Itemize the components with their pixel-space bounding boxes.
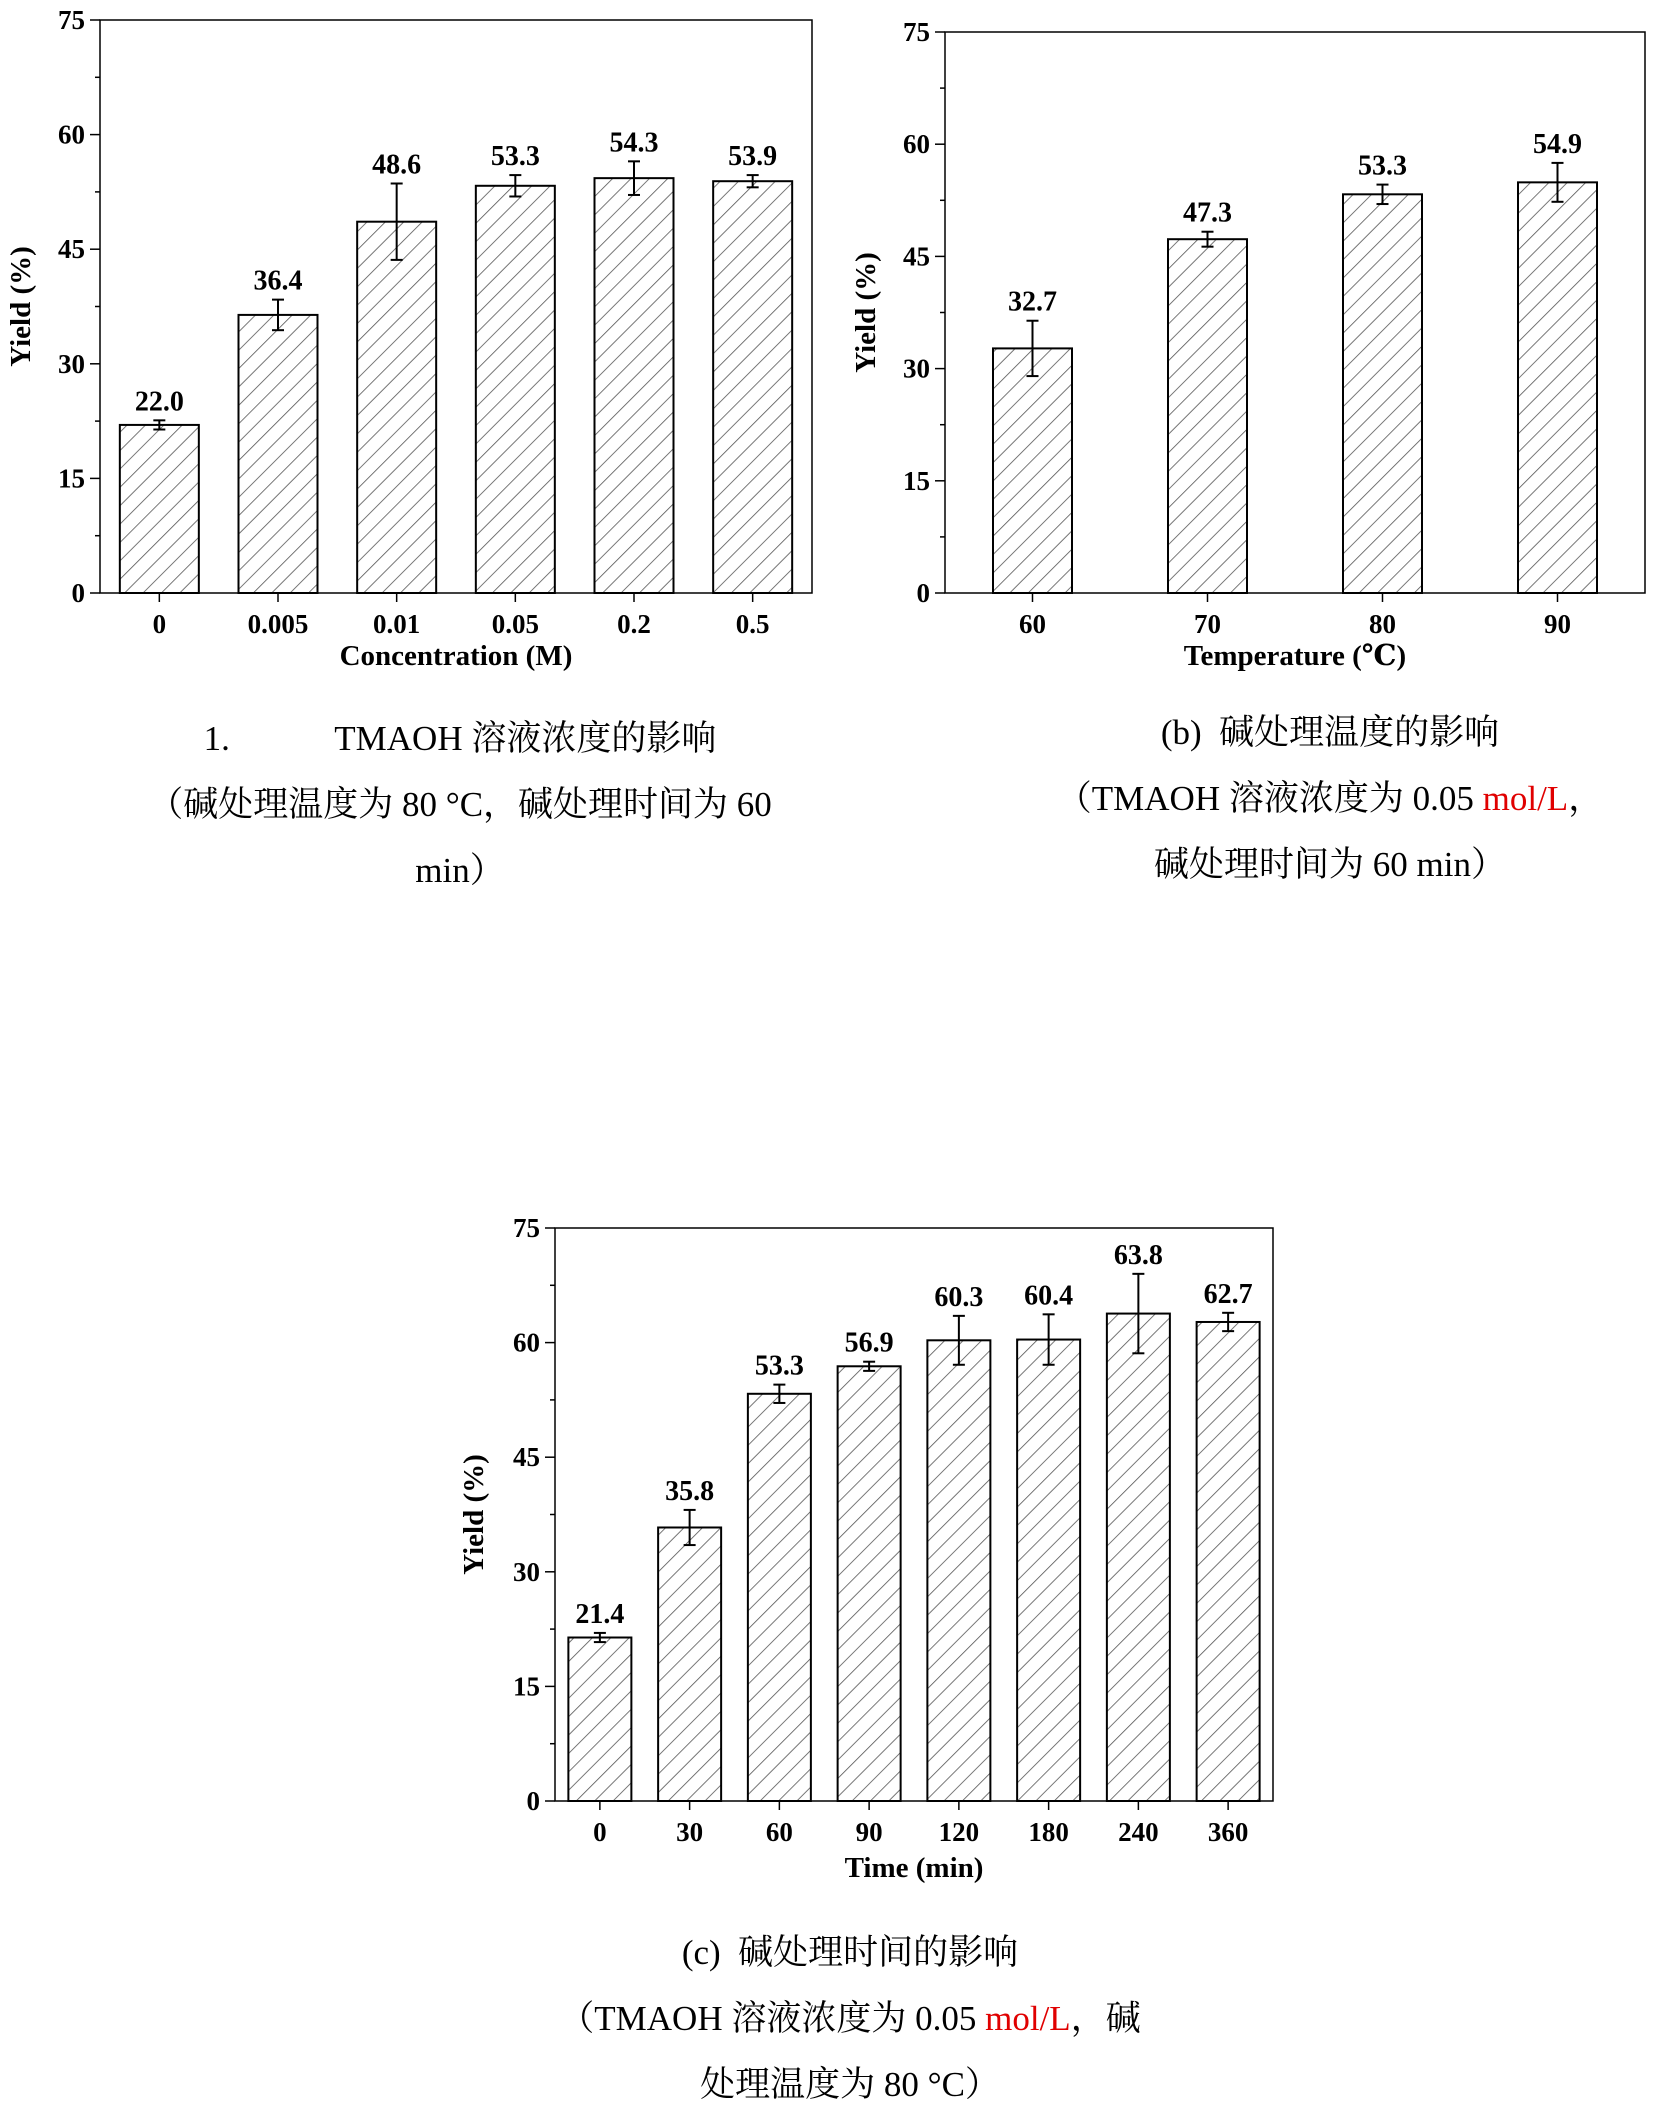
y-tick-label: 15 (903, 465, 930, 496)
caption-c-unit: mol/L (985, 1999, 1071, 2038)
caption-c-line2-post: ，碱 (1070, 1999, 1141, 2038)
data-label: 53.3 (754, 1350, 804, 1382)
caption-a (100, 706, 820, 904)
data-label: 35.8 (665, 1475, 715, 1507)
x-tick-label: 80 (1369, 609, 1396, 639)
caption-b-unit: mol/L (1482, 779, 1569, 818)
x-tick-label: 30 (676, 1817, 704, 1847)
bar (713, 181, 792, 593)
caption-c (460, 1920, 1240, 2118)
data-label: 54.3 (609, 127, 659, 159)
x-axis-label: Concentration (M) (339, 640, 573, 672)
y-tick-label: 60 (903, 129, 930, 160)
bar (1197, 1322, 1260, 1801)
bar (927, 1340, 990, 1801)
y-tick-label: 75 (513, 1213, 540, 1243)
data-label: 48.6 (372, 149, 422, 181)
chart-temperature (830, 0, 1655, 700)
bar (357, 222, 436, 593)
caption-b-line2-pre: （TMAOH 溶液浓度为 0.05 (1056, 779, 1483, 818)
y-tick-label: 15 (58, 463, 85, 494)
chart-concentration (0, 0, 830, 700)
y-tick-label: 30 (903, 353, 930, 384)
bar (993, 348, 1072, 593)
bar (658, 1527, 721, 1801)
data-label: 56.9 (844, 1327, 894, 1359)
data-label: 47.3 (1183, 197, 1232, 229)
caption-b-line2-post: ， (1568, 779, 1604, 818)
x-tick-label: 120 (938, 1817, 980, 1847)
y-tick-label: 30 (58, 348, 85, 379)
caption-a-line2: （碱处理温度为 80 °C，碱处理时间为 60 (148, 785, 772, 824)
bar (1343, 194, 1422, 593)
caption-c-line2-pre: （TMAOH 溶液浓度为 0.05 (559, 1999, 986, 2038)
y-axis-label: Yield (%) (458, 1454, 490, 1575)
bar (120, 425, 199, 593)
data-label: 63.8 (1113, 1239, 1163, 1271)
data-label: 60.3 (934, 1281, 984, 1313)
x-tick-label: 70 (1194, 609, 1221, 639)
caption-a-number: 1. (203, 719, 230, 758)
y-tick-label: 75 (58, 5, 85, 35)
y-tick-label: 30 (513, 1556, 540, 1587)
data-label: 53.3 (1358, 150, 1407, 182)
caption-b-line3: 碱处理时间为 60 min） (1154, 845, 1506, 884)
y-tick-label: 45 (513, 1442, 540, 1473)
x-axis-label: Time (min) (844, 1852, 984, 1884)
y-axis-label: Yield (%) (850, 252, 882, 373)
data-label: 21.4 (575, 1598, 625, 1630)
x-axis-label: Temperature (℃) (1183, 640, 1407, 672)
caption-c-line3: 处理温度为 80 °C） (700, 2065, 1000, 2104)
x-tick-label: 360 (1207, 1817, 1249, 1847)
data-label: 60.4 (1024, 1280, 1074, 1312)
y-axis-label: Yield (%) (5, 246, 37, 367)
x-tick-label: 90 (1544, 609, 1571, 639)
plot-frame (100, 20, 812, 593)
y-tick-label: 60 (513, 1327, 540, 1358)
y-tick-label: 15 (513, 1671, 540, 1702)
caption-c-title: (c) 碱处理时间的影响 (681, 1933, 1019, 1972)
bar (1518, 182, 1597, 593)
x-tick-label: 90 (855, 1817, 883, 1847)
y-tick-label: 75 (903, 17, 930, 47)
bar (1168, 239, 1247, 593)
x-tick-label: 0.01 (373, 609, 421, 639)
caption-a-line3: min） (415, 851, 505, 890)
caption-b (970, 700, 1655, 898)
x-tick-label: 60 (765, 1817, 793, 1847)
data-label: 54.9 (1533, 128, 1582, 160)
x-tick-label: 0 (593, 1817, 607, 1847)
caption-b-title: (b) 碱处理温度的影响 (1160, 713, 1500, 752)
bar (568, 1638, 631, 1801)
y-tick-label: 45 (903, 241, 930, 272)
caption-a-title: TMAOH 溶液浓度的影响 (334, 719, 717, 758)
x-tick-label: 0.005 (247, 609, 309, 639)
bar (239, 315, 318, 593)
bar (1017, 1340, 1080, 1801)
data-label: 62.7 (1203, 1278, 1253, 1310)
chart-time (0, 1200, 1655, 1920)
y-tick-label: 0 (71, 578, 85, 608)
x-tick-label: 240 (1118, 1817, 1159, 1847)
y-tick-label: 45 (58, 234, 85, 265)
y-tick-label: 0 (916, 578, 930, 608)
bar (838, 1366, 901, 1801)
x-tick-label: 0.2 (617, 609, 651, 639)
data-label: 53.3 (490, 141, 540, 173)
x-tick-label: 180 (1028, 1817, 1069, 1847)
x-tick-label: 0 (152, 609, 167, 639)
bar (476, 186, 555, 593)
x-tick-label: 0.05 (491, 609, 539, 639)
data-label: 22.0 (134, 386, 184, 418)
bar (748, 1394, 811, 1801)
data-label: 53.9 (728, 141, 778, 173)
data-label: 32.7 (1008, 286, 1057, 318)
y-tick-label: 0 (526, 1786, 540, 1816)
y-tick-label: 60 (58, 119, 85, 150)
data-label: 36.4 (253, 265, 303, 297)
bar (595, 178, 674, 593)
x-tick-label: 0.5 (735, 609, 770, 639)
x-tick-label: 60 (1019, 609, 1046, 639)
bar (1107, 1314, 1170, 1801)
